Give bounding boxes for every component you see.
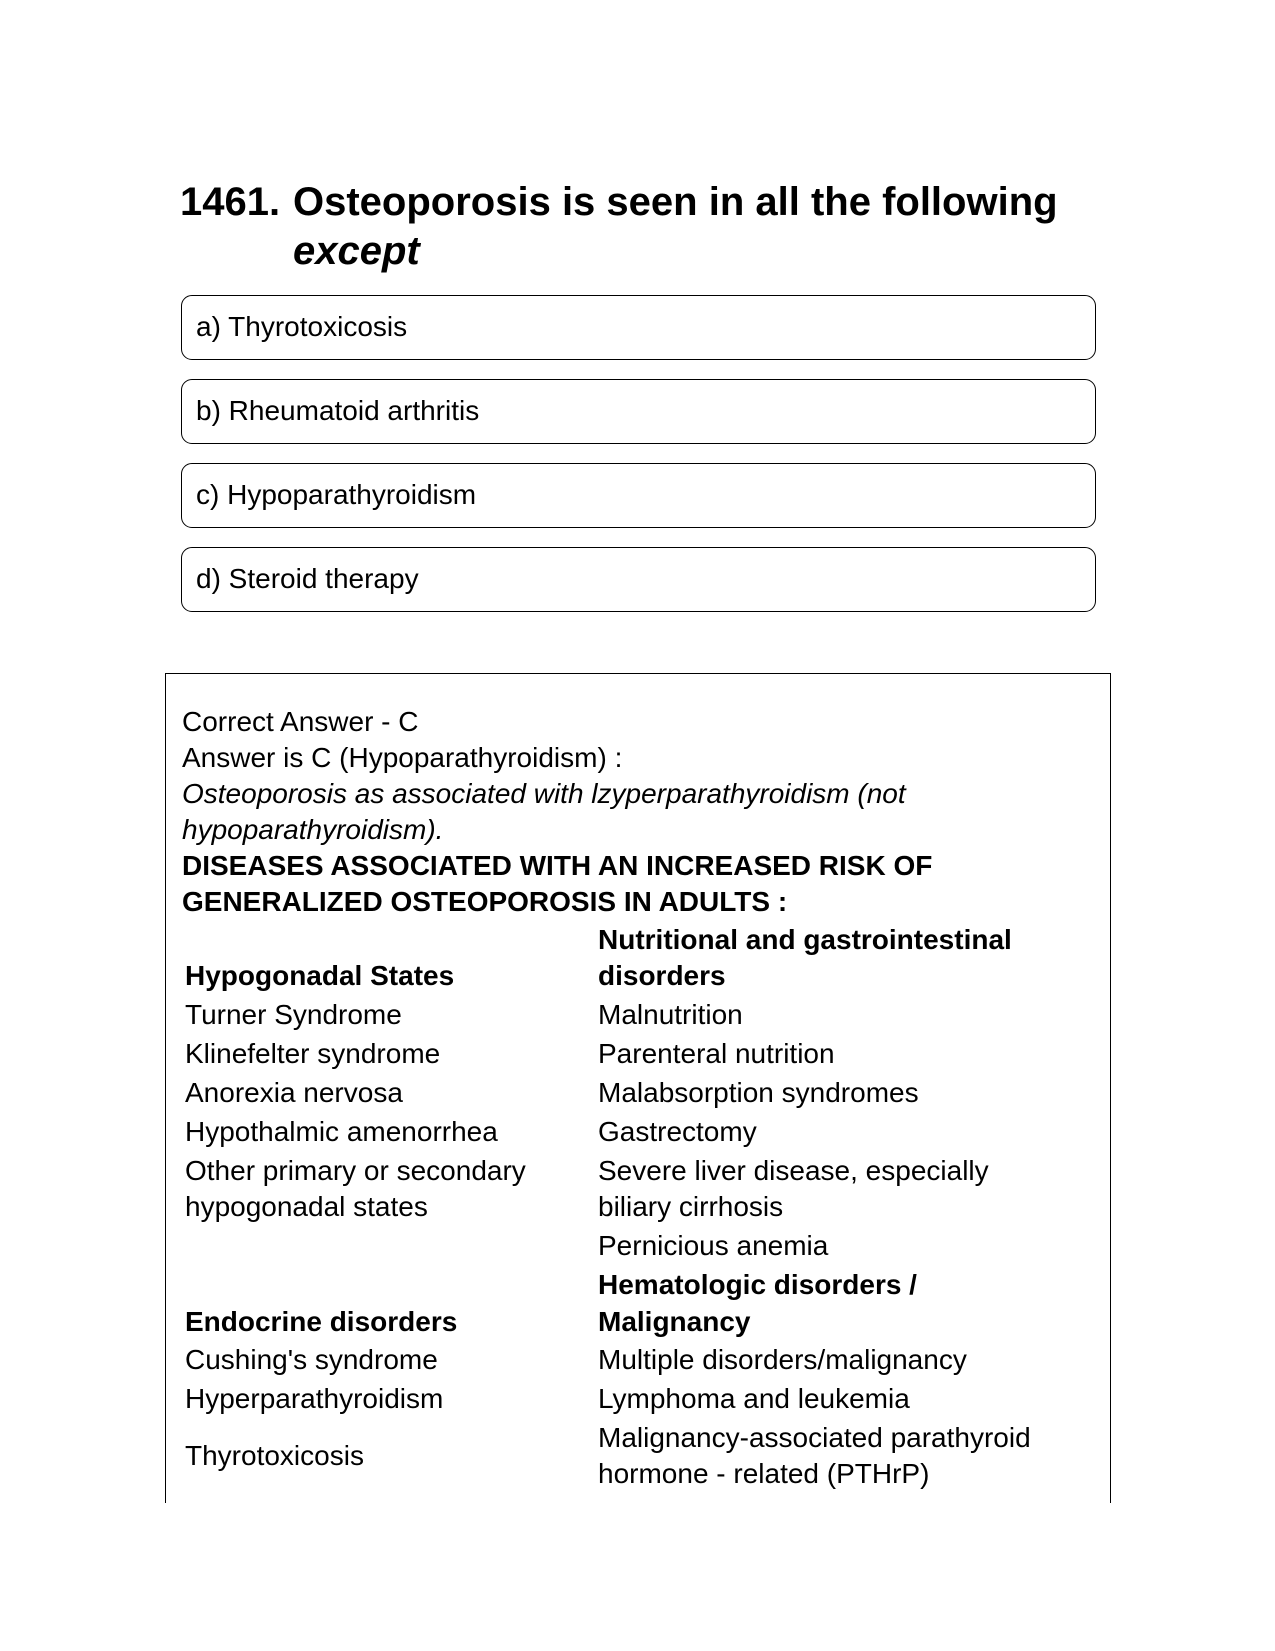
nutritional-item: Gastrectomy: [598, 1116, 757, 1147]
answer-heading-line1: DISEASES ASSOCIATED WITH AN INCREASED RISK OF: [182, 850, 933, 881]
option-c[interactable]: c) Hypoparathyroidism: [181, 463, 1096, 528]
answer-note-line2: hypoparathyroidism).: [182, 814, 444, 845]
answer-heading-line2: GENERALIZED OSTEOPOROSIS IN ADULTS :: [182, 886, 788, 917]
endocrine-item: Cushing's syndrome: [185, 1344, 438, 1375]
question-emphasis: except: [293, 229, 420, 273]
option-a[interactable]: a) Thyrotoxicosis: [181, 295, 1096, 360]
nutritional-item: Malnutrition: [598, 999, 743, 1030]
hematologic-item: Multiple disorders/malignancy: [598, 1344, 967, 1375]
hypogonadal-item: Hypothalmic amenorrhea: [185, 1116, 498, 1147]
question-stem: Osteoporosis is seen in all the following: [293, 180, 1058, 224]
option-d[interactable]: d) Steroid therapy: [181, 547, 1096, 612]
answer-note-line1: Osteoporosis as associated with lzyperparathyroidism (not: [182, 778, 906, 809]
hematologic-item: hormone - related (PTHrP): [598, 1458, 930, 1489]
endocrine-title: Endocrine disorders: [185, 1306, 458, 1337]
endocrine-item: Thyrotoxicosis: [185, 1440, 364, 1471]
nutritional-title-line2: disorders: [598, 960, 726, 991]
hypogonadal-item: Turner Syndrome: [185, 999, 402, 1030]
nutritional-item: Malabsorption syndromes: [598, 1077, 919, 1108]
nutritional-item: Pernicious anemia: [598, 1230, 829, 1261]
nutritional-item: Severe liver disease, especially: [598, 1155, 989, 1186]
answer-box: [165, 673, 1111, 1503]
hypogonadal-item: Anorexia nervosa: [185, 1077, 403, 1108]
question-number: 1461.: [180, 180, 281, 224]
nutritional-item: Parenteral nutrition: [598, 1038, 835, 1069]
hypogonadal-title: Hypogonadal States: [185, 960, 455, 991]
question-text: [293, 178, 1093, 276]
hematologic-item: Lymphoma and leukemia: [598, 1383, 910, 1414]
option-b[interactable]: b) Rheumatoid arthritis: [181, 379, 1096, 444]
hypogonadal-item: hypogonadal states: [185, 1191, 428, 1222]
endocrine-item: Hyperparathyroidism: [185, 1383, 444, 1414]
hypogonadal-item: Klinefelter syndrome: [185, 1038, 441, 1069]
hypogonadal-item: Other primary or secondary: [185, 1155, 526, 1186]
hematologic-item: Malignancy-associated parathyroid: [598, 1422, 1031, 1453]
nutritional-title-line1: Nutritional and gastrointestinal: [598, 924, 1012, 955]
answer-explanation: Answer is C (Hypoparathyroidism) :: [182, 742, 623, 773]
hematologic-title-line1: Hematologic disorders /: [598, 1269, 917, 1300]
nutritional-item: biliary cirrhosis: [598, 1191, 784, 1222]
hematologic-title-line2: Malignancy: [598, 1306, 751, 1337]
correct-answer: Correct Answer - C: [182, 706, 419, 737]
